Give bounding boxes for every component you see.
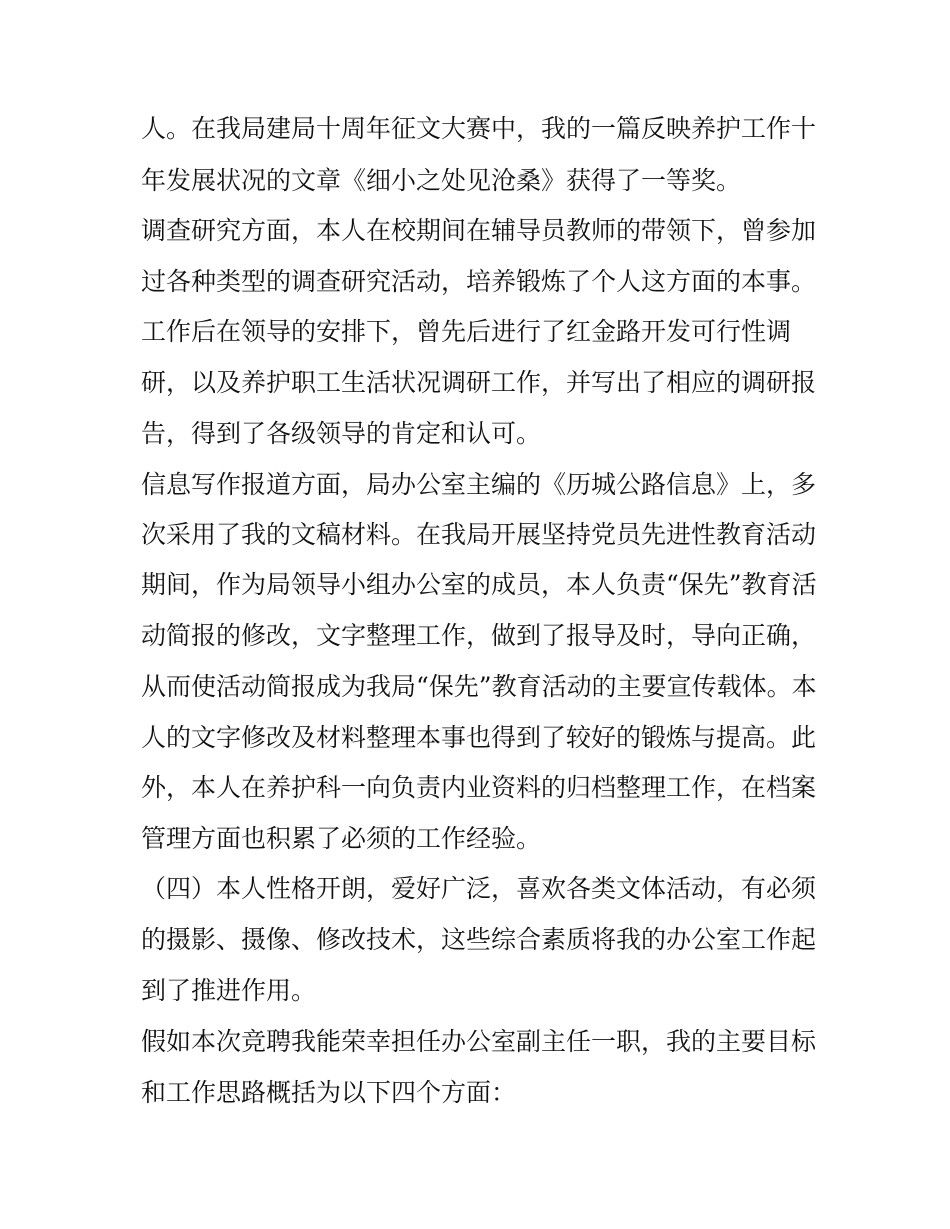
text-line: 假如本次竞聘我能荣幸担任办公室副主任一职，我的主要目标	[141, 1027, 817, 1056]
text-line: 期间，作为局领导小组办公室的成员，本人负责“保先”教育活	[141, 570, 817, 599]
text-line: （四）本人性格开朗，爱好广泛，喜欢各类文体活动，有必须	[141, 874, 817, 903]
text-line: 外，本人在养护科一向负责内业资料的归档整理工作，在档案	[141, 773, 817, 802]
text-line: 和工作思路概括为以下四个方面：	[141, 1078, 517, 1107]
text-line: 到了推进作用。	[141, 976, 317, 1005]
text-line: 调查研究方面，本人在校期间在辅导员教师的带领下，曾参加	[141, 216, 817, 245]
text-line: 次采用了我的文稿材料。在我局开展坚持党员先进性教育活动	[141, 520, 817, 549]
text-line: 工作后在领导的安排下，曾先后进行了红金路开发可行性调	[141, 317, 792, 346]
text-line: 从而使活动简报成为我局“保先”教育活动的主要宣传载体。本	[141, 672, 817, 701]
text-line: 过各种类型的调查研究活动，培养锻炼了个人这方面的本事。	[141, 267, 817, 296]
text-line: 管理方面也积累了必须的工作经验。	[141, 824, 542, 853]
text-line: 信息写作报道方面，局办公室主编的《历城公路信息》上，多	[141, 470, 817, 499]
text-line: 研，以及养护职工生活状况调研工作，并写出了相应的调研报	[141, 368, 817, 397]
text-line: 人。在我局建局十周年征文大赛中，我的一篇反映养护工作十	[141, 114, 817, 143]
text-line: 年发展状况的文章《细小之处见沧桑》获得了一等奖。	[141, 166, 742, 195]
text-line: 动简报的修改，文字整理工作，做到了报导及时，导向正确，	[141, 621, 817, 650]
text-line: 的摄影、摄像、修改技术，这些综合素质将我的办公室工作起	[141, 925, 817, 954]
text-line: 人的文字修改及材料整理本事也得到了较好的锻炼与提高。此	[141, 723, 817, 752]
text-line: 告，得到了各级领导的肯定和认可。	[141, 419, 542, 448]
